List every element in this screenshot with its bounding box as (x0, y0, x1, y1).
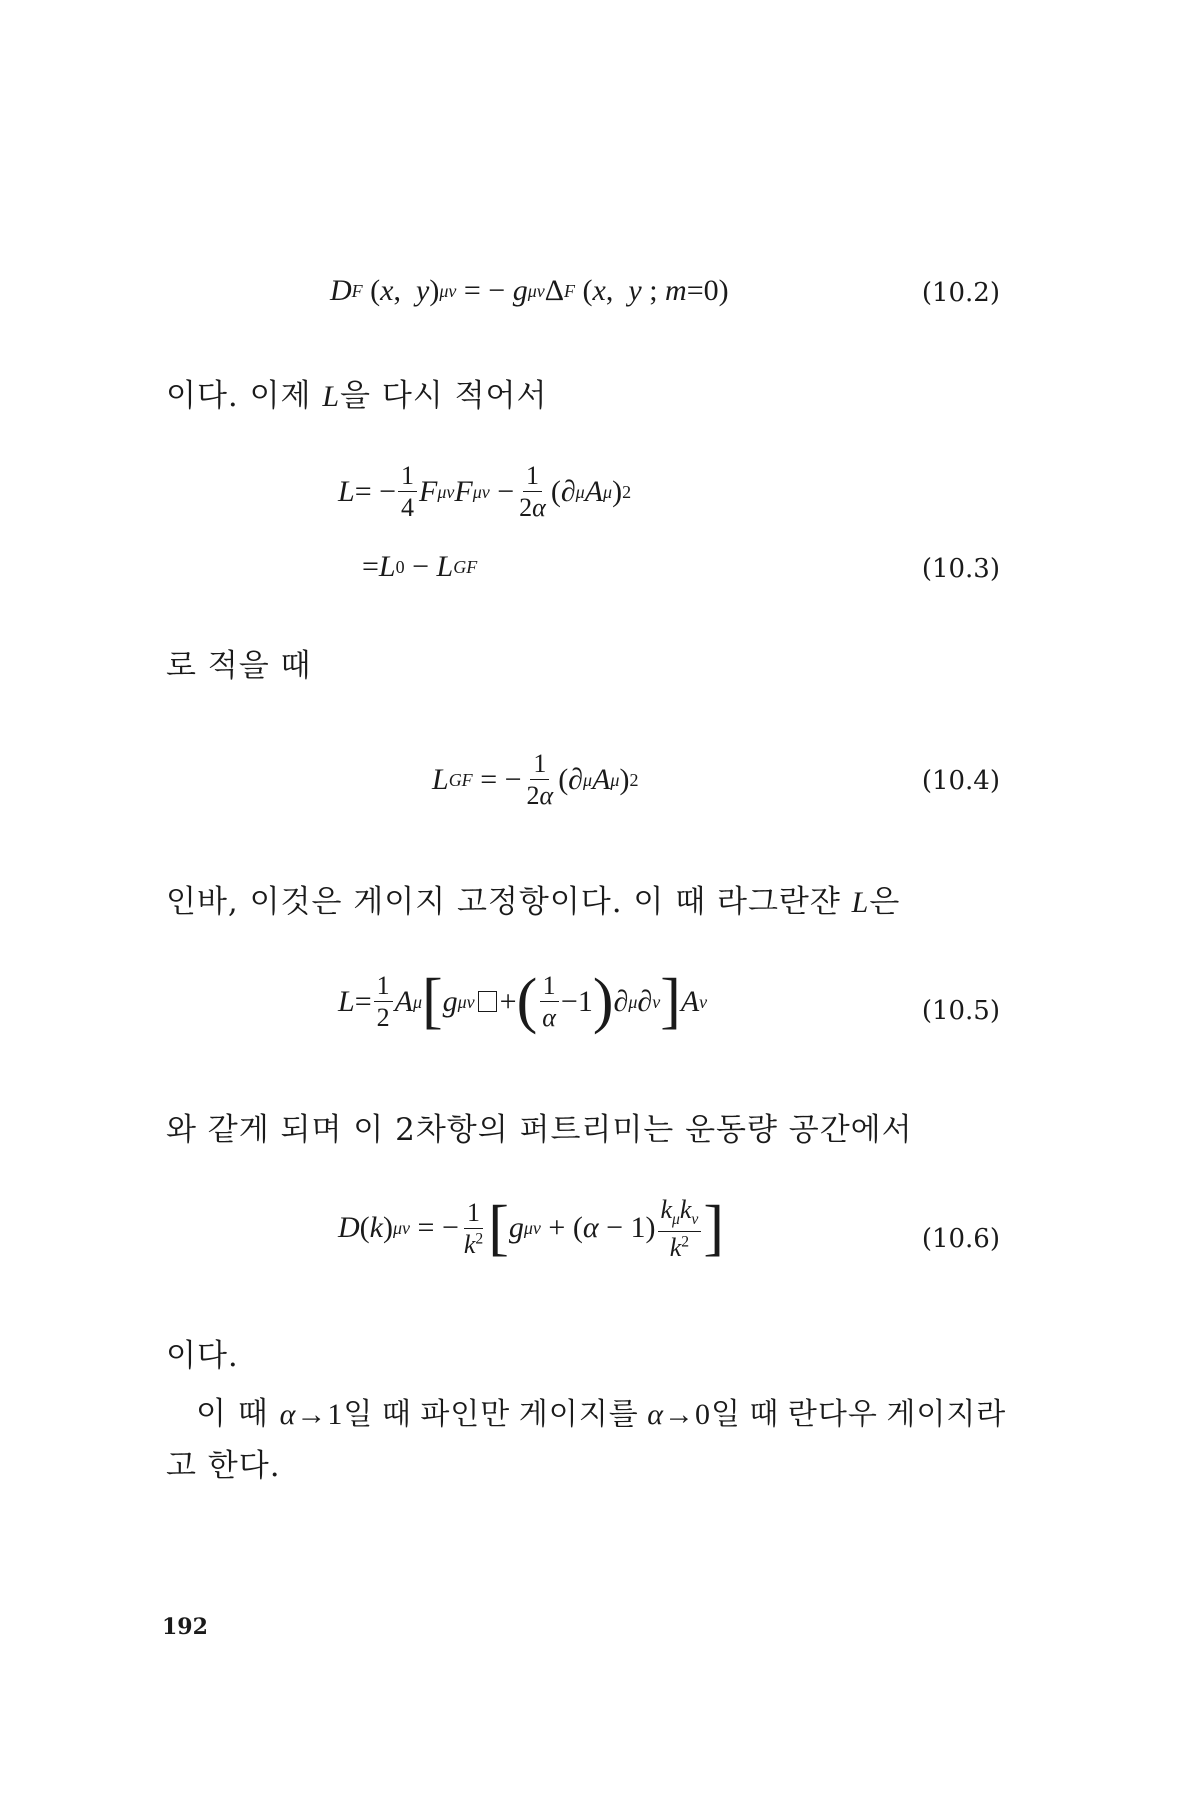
paragraph-line: 이다. 이제 L을 다시 적어서 (166, 378, 548, 414)
paragraph-line: 와 같게 되며 이 2차항의 퍼트리미는 운동량 공간에서 (166, 1112, 913, 1148)
equation-number: (10.2) (921, 278, 1000, 308)
equation-number: (10.3) (921, 554, 1000, 584)
paragraph-line: 이다. (166, 1338, 239, 1374)
equation-10-4: L GF = − $\frac{1}{2\alpha}$ (∂ μ A μ ) 2 (432, 749, 639, 811)
equation-number: (10.4) (921, 766, 1000, 796)
equation-10-6: D ( k ) μν = − $\frac{1}{k^2}$ [ g μν + ( α − 1) $\frac{k_\mu k_\nu}{k^2}$ ] (338, 1193, 724, 1262)
equation-number: (10.5) (921, 996, 1000, 1026)
paragraph-line: 이 때 α→1일 때 파인만 게이지를 α→0일 때 란다우 게이지라 (196, 1396, 1007, 1432)
page-number: 192 (162, 1614, 208, 1640)
equation-10-2: D F ( x , y ) μν = − g μν Δ F ( x , y ; m =0) (330, 274, 729, 307)
paragraph-line: 인바, 이것은 게이지 고정항이다. 이 때 라그란쟌 L은 (166, 884, 901, 920)
equation-10-5: L = $\frac{1}{2}$ A μ [ g μν + ( $\frac{1}{\alpha}$ −1 ) ∂ μ ∂ ν ] A ν (338, 966, 708, 1035)
paragraph-line: 고 한다. (166, 1448, 281, 1484)
paragraph-line: 로 적을 때 (166, 648, 312, 684)
equation-10-3-line-1: L = − $\frac{1}{4}$ F μν F μν − $\frac{1}{2\alpha}$ (∂ μ A μ ) 2 (338, 461, 632, 523)
equation-number: (10.6) (921, 1224, 1000, 1254)
equation-10-3-line-2: = L 0 − L GF (362, 550, 478, 583)
